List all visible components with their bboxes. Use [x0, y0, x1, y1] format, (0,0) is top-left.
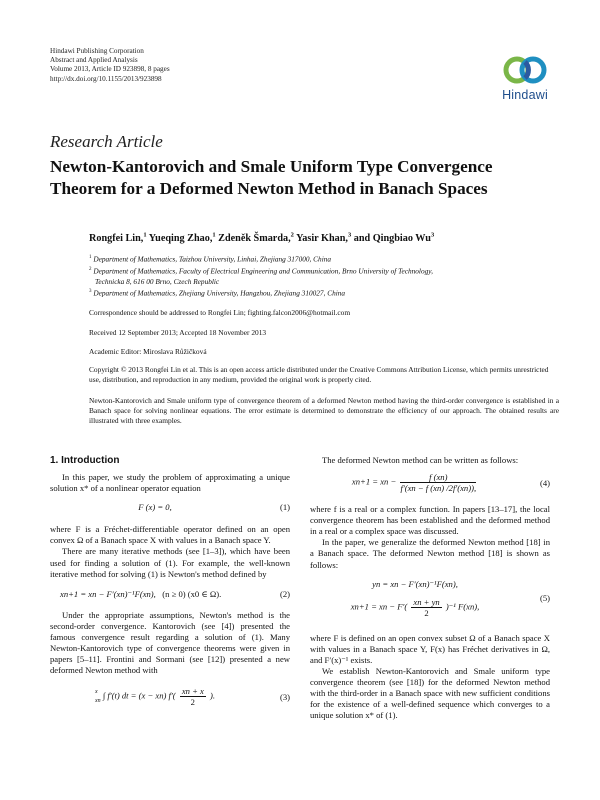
affiliation-continued: Technicka 8, 616 00 Brno, Czech Republic [95, 276, 220, 286]
equation-1: F (x) = 0, (1) [138, 502, 290, 513]
title-line: Newton-Kantorovich and Smale Uniform Type Convergence [50, 157, 493, 176]
copyright-notice: Copyright © 2013 Rongfei Lin et al. This is an open access article distributed under the Creative Commons Attribution License, which permits unrestricted use, distribution, and reproduction in any medium, provided the original work is properly cited. [89, 365, 549, 385]
journal-header [50, 47, 170, 84]
author-list [89, 232, 434, 244]
equation-2: xn+1 = xn − F′(xn)⁻¹F(xn), (n ≥ 0) (x0 ∈ Ω). (2) [60, 588, 290, 599]
author: Yasir Khan,$^3$ [296, 232, 352, 245]
journal-name: Abstract and Applied Analysis [50, 56, 138, 65]
publisher: Hindawi Publishing Corporation [50, 47, 144, 55]
paragraph: We establish Newton-Kantorovich and Smale uniform type convergence theorem (see [18]) for the deformed Newton method with the third-order in a Banach space with new sufficient conditions for the existence of a well-defined sequence which converges to a unique solution x* of (1). [310, 665, 550, 721]
author: Rongfei Lin,$^1$ [89, 232, 147, 245]
paragraph: where F is a Fréchet-differentiable operator defined on an open convex Ω of a Banach space X with values in a Banach space Y. [50, 524, 290, 546]
doi-link[interactable]: http://dx.doi.org/10.1155/2013/923898 [50, 74, 162, 83]
received-date: Received 12 September 2013; Accepted 18 November 2013 [89, 328, 267, 337]
paragraph: where f is a real or a complex function. In papers [13–17], the local convergence theorem has been established and the deformed method in a real or a complex space was discussed. [310, 504, 550, 537]
section-heading: 1. Introduction [50, 455, 120, 466]
correspondence: Correspondence should be addressed to Rongfei Lin; fighting.falcon2006@hotmail.com [89, 308, 351, 317]
right-column [310, 455, 550, 721]
article-type: Research Article [50, 132, 163, 151]
equation-3: x xn ∫ f′(t) dt = (x − xn) f′( $\frac{xn + x}{2}$ ). (3) [94, 686, 290, 708]
author: and Qingbiao Wu$^3$ [353, 232, 435, 245]
paragraph: where F is defined on an open convex subset Ω of a Banach space X with values in a Banach space Y, F(x) has Fréchet derivatives in Ω, and F′(x)⁻¹ exists. [310, 632, 550, 665]
affiliation: $^2$ Department of Mathematics, Faculty of Electrical Engineering and Communication, Brno University of Technology, [89, 266, 433, 276]
affiliation: $^3$ Department of Mathematics, Zhejiang University, Hangzhou, Zhejiang 310027, China [89, 288, 346, 298]
author: Zdeněk Šmarda,$^2$ [218, 232, 294, 245]
author: Yueqing Zhao,$^1$ [148, 232, 216, 245]
logo-wordmark: Hindawi [502, 88, 548, 102]
paragraph: There are many iterative methods (see [1–3]), which have been used for finding a solution of (1). For example, the well-known iterative method for solving (1) is Newton's method defined by [50, 546, 290, 579]
abstract: Newton-Kantorovich and Smale uniform type of convergence theorem of a deformed Newton method having the third-order convergence is established in a Banach space for solving nonlinear equations. The error estimate is determined to demonstrate the efficiency of our approach. The obtained results are illustrated with three examples. [89, 396, 559, 426]
academic-editor: Academic Editor: Miroslava Růžičková [89, 347, 207, 356]
paragraph: Under the appropriate assumptions, Newton's method is the second-order convergence. Kantorovich (see [4]) presented the famous convergence result regarding a solution of (1). Many Newton-Kantorovich type of convergence theorems were given in papers [5–11]. Frontini and Sormani (see [12]) presented a new deformed Newton method with [50, 609, 290, 676]
title-line: Theorem for a Deformed Newton Method in Banach Spaces [50, 179, 488, 198]
paragraph: In this paper, we study the problem of approximating a unique solution x* of a nonlinear operator equation [50, 472, 290, 494]
paragraph: The deformed Newton method can be written as follows: [322, 455, 519, 465]
volume-line: Volume 2013, Article ID 923898, 8 pages [50, 65, 170, 74]
paper-title [50, 156, 570, 200]
affiliation: $^1$ Department of Mathematics, Taizhou University, Linhai, Zhejiang 317000, China [89, 254, 332, 264]
affiliations [89, 253, 559, 299]
left-column [50, 455, 290, 712]
paragraph: In the paper, we generalize the deformed Newton method [18] in a Banach space. The deformed Newton method [18] is shown as follows: [310, 537, 550, 570]
equation-5: yn = xn − F′(xn)⁻¹F(xn), xn+1 = xn − F′( $\frac{xn + yn}{2}$ )⁻¹ F(xn), (5) [350, 578, 550, 618]
equation-4: xn+1 = xn − $\frac{f (xn)}{f'(xn - f (xn) /2f'(xn)),}$ (4) [351, 472, 550, 494]
